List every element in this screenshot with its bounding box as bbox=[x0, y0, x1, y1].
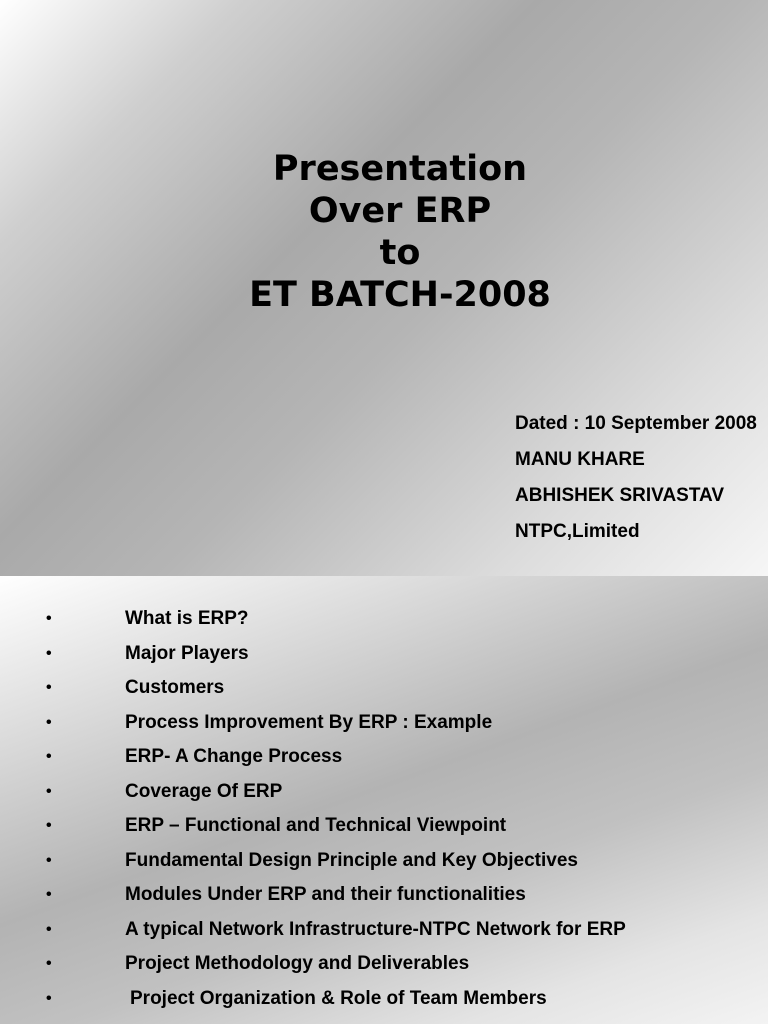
bullet-icon: • bbox=[46, 644, 52, 662]
agenda-item bbox=[0, 740, 768, 775]
agenda-item-text: Coverage Of ERP bbox=[125, 780, 283, 802]
date-text: Dated : 10 September 2008 bbox=[515, 413, 757, 434]
organization-name: NTPC,Limited bbox=[515, 521, 640, 542]
agenda-item-text: ERP- A Change Process bbox=[125, 746, 343, 767]
bullet-icon: • bbox=[46, 817, 52, 834]
agenda-item-text: Modules Under ERP and their functionalities bbox=[125, 884, 526, 905]
agenda-item-text: Fundamental Design Principle and Key Objectives bbox=[125, 849, 578, 871]
bullet-icon: • bbox=[46, 748, 52, 765]
agenda-item-text: Project Organization & Role of Team Members bbox=[130, 987, 547, 1009]
presentation-meta bbox=[515, 406, 757, 550]
agenda-item bbox=[0, 982, 768, 1017]
bullet-icon: • bbox=[46, 713, 52, 731]
title-line-4: ET BATCH-2008 bbox=[249, 275, 551, 315]
agenda-item bbox=[0, 706, 768, 741]
agenda-item bbox=[0, 671, 768, 706]
agenda-item-text: Customers bbox=[125, 677, 225, 698]
agenda-item bbox=[0, 602, 768, 637]
title-line-3: to bbox=[379, 233, 421, 273]
agenda-item bbox=[0, 775, 768, 810]
title-line-2: Over ERP bbox=[308, 191, 492, 231]
agenda-slide bbox=[0, 576, 768, 1024]
presentation-title bbox=[0, 148, 768, 316]
bullet-icon: • bbox=[46, 782, 52, 800]
agenda-item bbox=[0, 878, 768, 913]
bullet-icon: • bbox=[46, 851, 52, 869]
agenda-item bbox=[0, 913, 768, 948]
bullet-icon: • bbox=[46, 920, 52, 938]
bullet-icon: • bbox=[46, 886, 52, 903]
agenda-item-text: Major Players bbox=[125, 642, 249, 664]
agenda-item bbox=[0, 637, 768, 672]
presenter-name-1: MANU KHARE bbox=[515, 449, 645, 470]
agenda-item-text: Process Improvement By ERP : Example bbox=[125, 711, 493, 733]
agenda-item-text: Project Methodology and Deliverables bbox=[125, 953, 470, 974]
agenda-item bbox=[0, 809, 768, 844]
bullet-icon: • bbox=[46, 989, 52, 1007]
title-line-1: Presentation bbox=[272, 149, 528, 189]
bullet-icon: • bbox=[46, 679, 52, 696]
agenda-item-text: A typical Network Infrastructure-NTPC Network for ERP bbox=[125, 918, 626, 940]
agenda-item-text: What is ERP? bbox=[125, 608, 249, 629]
bullet-icon: • bbox=[46, 610, 52, 627]
presenter-name-2: ABHISHEK SRIVASTAV bbox=[515, 485, 725, 506]
agenda-item bbox=[0, 844, 768, 879]
bullet-icon: • bbox=[46, 955, 52, 972]
agenda-item bbox=[0, 947, 768, 982]
agenda-item-text: ERP – Functional and Technical Viewpoint bbox=[125, 815, 507, 836]
agenda-list bbox=[0, 602, 768, 1016]
